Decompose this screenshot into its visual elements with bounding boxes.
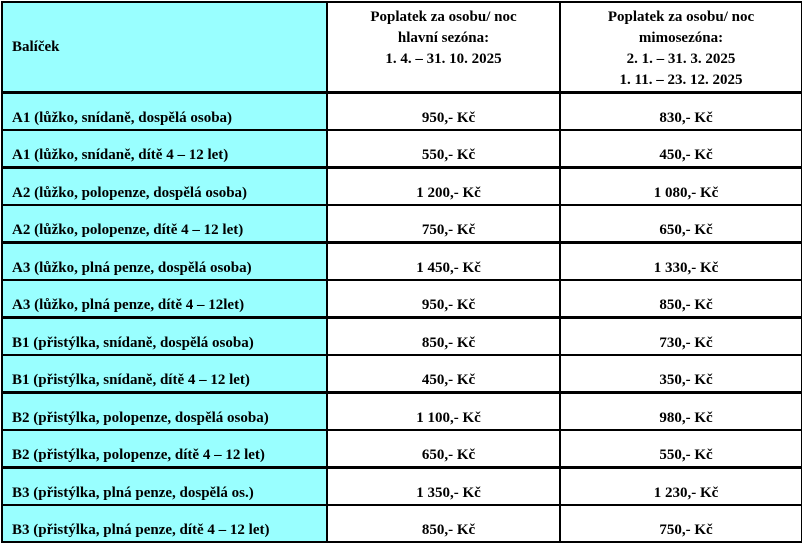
package-cell: B2 (přistýlka, polopenze, dospělá osoba) <box>2 393 327 431</box>
off-season-price: 650,- Kč <box>560 205 802 243</box>
header-row <box>2 2 802 93</box>
main-season-price: 950,- Kč <box>327 280 560 318</box>
table-row <box>2 205 802 243</box>
main-season-price: 1 350,- Kč <box>327 468 560 506</box>
main-season-header-line: hlavní sezóna: <box>397 30 490 46</box>
package-cell: A1 (lůžko, snídaně, dospělá osoba) <box>2 93 327 131</box>
package-cell: B3 (přistýlka, plná penze, dítě 4 – 12 let) <box>2 505 327 542</box>
package-cell: B2 (přistýlka, polopenze, dítě 4 – 12 let) <box>2 430 327 468</box>
table-row <box>2 468 802 506</box>
main-season-price: 750,- Kč <box>327 205 560 243</box>
main-season-price: 550,- Kč <box>327 130 560 168</box>
main-season-price: 1 100,- Kč <box>327 393 560 431</box>
table-row <box>2 355 802 393</box>
off-season-price: 550,- Kč <box>560 430 802 468</box>
main-season-price: 850,- Kč <box>327 318 560 356</box>
package-cell: B1 (přistýlka, snídaně, dospělá osoba) <box>2 318 327 356</box>
package-cell: B3 (přistýlka, plná penze, dospělá os.) <box>2 468 327 506</box>
off-season-price: 1 230,- Kč <box>560 468 802 506</box>
main-season-price: 950,- Kč <box>327 93 560 131</box>
table-row <box>2 393 802 431</box>
package-column-header: Balíček <box>2 2 327 93</box>
main-season-price: 450,- Kč <box>327 355 560 393</box>
off-season-price: 730,- Kč <box>560 318 802 356</box>
off-season-price: 1 080,- Kč <box>560 168 802 206</box>
off-season-header-line: 1. 11. – 23. 12. 2025 <box>619 72 743 88</box>
main-season-header-line: Poplatek za osobu/ noc <box>370 9 517 25</box>
table-row <box>2 93 802 131</box>
main-season-column-header <box>327 2 560 93</box>
off-season-price: 750,- Kč <box>560 505 802 542</box>
package-cell: A2 (lůžko, polopenze, dospělá osoba) <box>2 168 327 206</box>
table-row <box>2 318 802 356</box>
off-season-price: 980,- Kč <box>560 393 802 431</box>
package-cell: B1 (přistýlka, snídaně, dítě 4 – 12 let) <box>2 355 327 393</box>
off-season-column-header <box>560 2 802 93</box>
package-cell: A1 (lůžko, snídaně, dítě 4 – 12 let) <box>2 130 327 168</box>
package-cell: A3 (lůžko, plná penze, dospělá osoba) <box>2 243 327 281</box>
off-season-header-line: Poplatek za osobu/ noc <box>607 9 755 25</box>
off-season-header-line: mimosezóna: <box>638 30 724 46</box>
table-row <box>2 243 802 281</box>
main-season-price: 850,- Kč <box>327 505 560 542</box>
off-season-price: 450,- Kč <box>560 130 802 168</box>
off-season-price: 830,- Kč <box>560 93 802 131</box>
package-cell: A3 (lůžko, plná penze, dítě 4 – 12let) <box>2 280 327 318</box>
table-row <box>2 280 802 318</box>
off-season-price: 850,- Kč <box>560 280 802 318</box>
main-season-price: 1 450,- Kč <box>327 243 560 281</box>
table-row <box>2 168 802 206</box>
main-season-price: 1 200,- Kč <box>327 168 560 206</box>
off-season-price: 1 330,- Kč <box>560 243 802 281</box>
price-table <box>1 1 802 543</box>
table-row <box>2 505 802 542</box>
table-row <box>2 130 802 168</box>
off-season-price: 350,- Kč <box>560 355 802 393</box>
off-season-header-line: 2. 1. – 31. 3. 2025 <box>626 51 736 67</box>
main-season-header-line: 1. 4. – 31. 10. 2025 <box>385 51 502 67</box>
package-cell: A2 (lůžko, polopenze, dítě 4 – 12 let) <box>2 205 327 243</box>
table-row <box>2 430 802 468</box>
main-season-price: 650,- Kč <box>327 430 560 468</box>
